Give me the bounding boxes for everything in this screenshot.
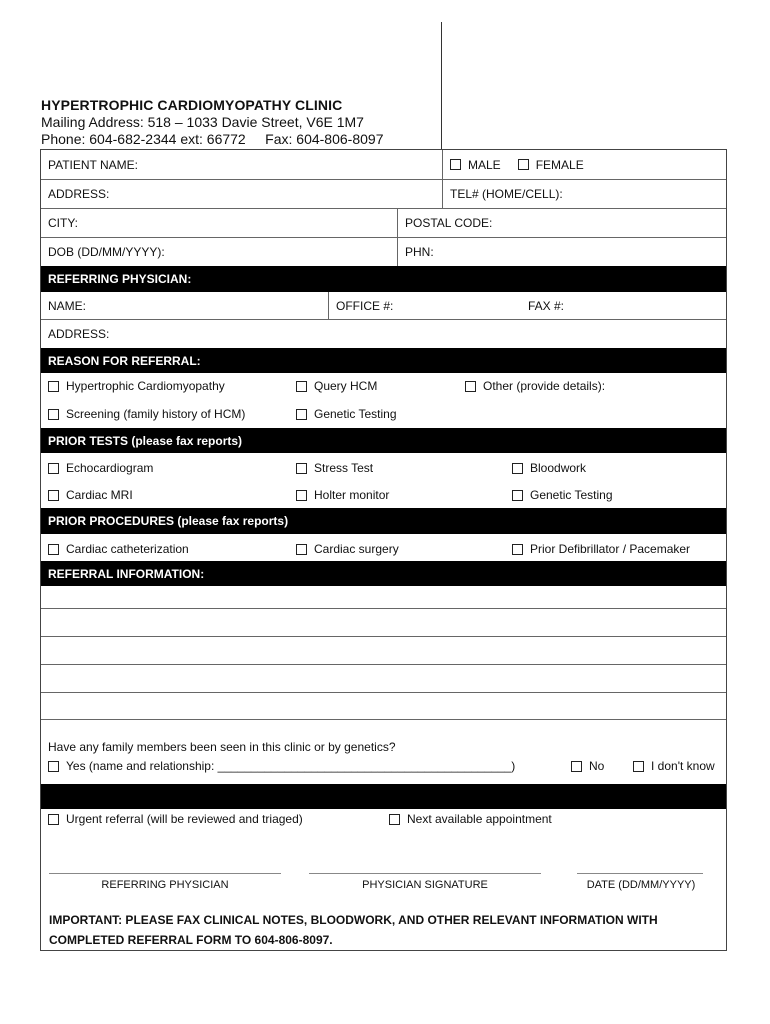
female-option[interactable] — [518, 158, 584, 172]
physician-address-label: ADDRESS: — [48, 327, 110, 341]
option-label: Prior Defibrillator / Pacemaker — [530, 542, 691, 556]
male-checkbox[interactable] — [450, 159, 461, 170]
clinic-mailing-address: Mailing Address: 518 – 1033 Davie Street, V6E 1M7 — [41, 114, 364, 130]
checkbox[interactable] — [512, 463, 523, 474]
option-label: Echocardiogram — [66, 461, 154, 475]
option-label: Holter monitor — [314, 488, 390, 502]
male-label: MALE — [468, 157, 501, 172]
referral-info-line[interactable] — [41, 664, 726, 665]
test-genetic-option[interactable] — [512, 488, 613, 502]
physician-name-field[interactable] — [41, 292, 328, 319]
patient-address-field[interactable] — [41, 180, 442, 208]
checkbox[interactable] — [48, 814, 59, 825]
postal-code-label: POSTAL CODE: — [405, 216, 493, 230]
referral-form — [40, 149, 727, 951]
option-label: Bloodwork — [530, 461, 587, 475]
male-option[interactable] — [450, 158, 501, 172]
checkbox[interactable] — [512, 490, 523, 501]
checkbox[interactable] — [296, 463, 307, 474]
test-holter-option[interactable] — [296, 488, 389, 502]
next-available-option[interactable] — [389, 812, 552, 826]
option-label: Cardiac surgery — [314, 542, 399, 556]
option-label: Query HCM — [314, 379, 378, 393]
tel-field[interactable] — [442, 180, 726, 208]
option-label: Cardiac MRI — [66, 488, 133, 502]
option-label: I don't know — [651, 759, 715, 773]
referring-physician-line[interactable] — [49, 873, 281, 874]
checkbox[interactable] — [389, 814, 400, 825]
reason-other-option[interactable] — [465, 379, 605, 393]
checkbox[interactable] — [48, 544, 59, 555]
reason-hcm-option[interactable] — [48, 379, 225, 393]
phn-label: PHN: — [405, 245, 434, 259]
checkbox[interactable] — [48, 409, 59, 420]
tel-label: TEL# (HOME/CELL): — [450, 187, 563, 201]
female-checkbox[interactable] — [518, 159, 529, 170]
referral-info-line[interactable] — [41, 608, 726, 609]
prior-procedures-bar: PRIOR PROCEDURES (please fax reports) — [41, 508, 726, 534]
test-echocardiogram-option[interactable] — [48, 461, 153, 475]
family-dont-know-option[interactable] — [633, 759, 715, 773]
option-label: Next available appointment — [407, 812, 552, 826]
clinic-phone-fax: Phone: 604-682-2344 ext: 66772 Fax: 604-806-8097 — [41, 131, 384, 147]
option-label: Hypertrophic Cardiomyopathy — [66, 379, 225, 393]
family-yes-option[interactable] — [48, 759, 515, 773]
referral-information-bar: REFERRAL INFORMATION: — [41, 561, 726, 586]
option-label: Urgent referral (will be reviewed and triaged) — [66, 812, 303, 826]
checkbox[interactable] — [48, 761, 59, 772]
checkbox[interactable] — [48, 463, 59, 474]
referral-info-line[interactable] — [41, 692, 726, 693]
referring-physician-bar: REFERRING PHYSICIAN: — [41, 266, 726, 292]
reason-genetic-testing-option[interactable] — [296, 407, 397, 421]
date-label: DATE (DD/MM/YYYY) — [586, 879, 696, 891]
checkbox[interactable] — [296, 490, 307, 501]
checkbox[interactable] — [571, 761, 582, 772]
physician-name-label: NAME: — [48, 298, 87, 313]
checkbox[interactable] — [48, 490, 59, 501]
option-label: Stress Test — [314, 461, 374, 475]
female-label: FEMALE — [535, 157, 584, 172]
option-label: Yes (name and relationship: ____________________________________________) — [66, 759, 516, 773]
dob-row — [41, 238, 726, 266]
prior-tests-bar: PRIOR TESTS (please fax reports) — [41, 428, 726, 453]
checkbox[interactable] — [296, 544, 307, 555]
reason-for-referral-bar: REASON FOR REFERRAL: — [41, 348, 726, 373]
dob-label: DOB (DD/MM/YYYY): — [48, 245, 165, 259]
option-label: Genetic Testing — [530, 488, 613, 502]
dob-field[interactable] — [41, 238, 397, 266]
patient-name-row — [41, 150, 726, 180]
checkbox[interactable] — [48, 381, 59, 392]
family-no-option[interactable] — [571, 759, 604, 773]
patient-address-row — [41, 180, 726, 209]
checkbox[interactable] — [633, 761, 644, 772]
option-label: Cardiac catheterization — [66, 542, 189, 556]
option-label: No — [589, 759, 605, 773]
patient-address-label: ADDRESS: — [48, 187, 110, 201]
test-bloodwork-option[interactable] — [512, 461, 586, 475]
physician-signature-label: PHYSICIAN SIGNATURE — [362, 879, 488, 891]
city-field[interactable] — [41, 209, 397, 237]
physician-signature-line[interactable] — [309, 873, 541, 874]
physician-name-row — [41, 292, 726, 320]
checkbox[interactable] — [296, 381, 307, 392]
clinic-title: HYPERTROPHIC CARDIOMYOPATHY CLINIC — [41, 97, 343, 113]
family-question: Have any family members been seen in this clinic or by genetics? — [48, 740, 396, 754]
referring-physician-label: REFERRING PHYSICIAN — [101, 879, 229, 891]
important-notice: IMPORTANT: PLEASE FAX CLINICAL NOTES, BLOODWORK, AND OTHER RELEVANT INFORMATION WITH COMPLETED REFERRAL FORM TO 604-806-8097. — [49, 913, 658, 947]
referral-info-line[interactable] — [41, 719, 726, 720]
patient-name-field[interactable] — [41, 150, 442, 179]
office-fax-field — [328, 292, 726, 319]
patient-name-label: PATIENT NAME: — [48, 157, 139, 172]
physician-address-field[interactable] — [41, 320, 726, 348]
test-stress-option[interactable] — [296, 461, 373, 475]
referral-info-line[interactable] — [41, 636, 726, 637]
procedure-catheterization-option[interactable] — [48, 542, 189, 556]
city-row — [41, 209, 726, 238]
reason-screening-option[interactable] — [48, 407, 245, 421]
option-label: Other (provide details): — [483, 379, 606, 393]
fax-number-label[interactable]: FAX #: — [528, 298, 565, 313]
checkbox[interactable] — [465, 381, 476, 392]
urgent-referral-option[interactable] — [48, 812, 303, 826]
city-label: CITY: — [48, 216, 79, 230]
clinic-header — [41, 97, 461, 148]
procedure-cardiac-surgery-option[interactable] — [296, 542, 399, 556]
reason-query-hcm-option[interactable] — [296, 379, 377, 393]
option-label: Screening (family history of HCM) — [66, 407, 246, 421]
checkbox[interactable] — [512, 544, 523, 555]
option-label: Genetic Testing — [314, 407, 397, 421]
office-number-label[interactable]: OFFICE #: — [336, 298, 394, 313]
phn-field[interactable] — [397, 238, 726, 266]
date-line[interactable] — [577, 873, 703, 874]
physician-address-row — [41, 320, 726, 348]
separator-bar — [41, 784, 726, 809]
test-cardiac-mri-option[interactable] — [48, 488, 133, 502]
checkbox[interactable] — [296, 409, 307, 420]
procedure-defibrillator-option[interactable] — [512, 542, 690, 556]
postal-code-field[interactable] — [397, 209, 726, 237]
sex-field — [442, 150, 726, 179]
